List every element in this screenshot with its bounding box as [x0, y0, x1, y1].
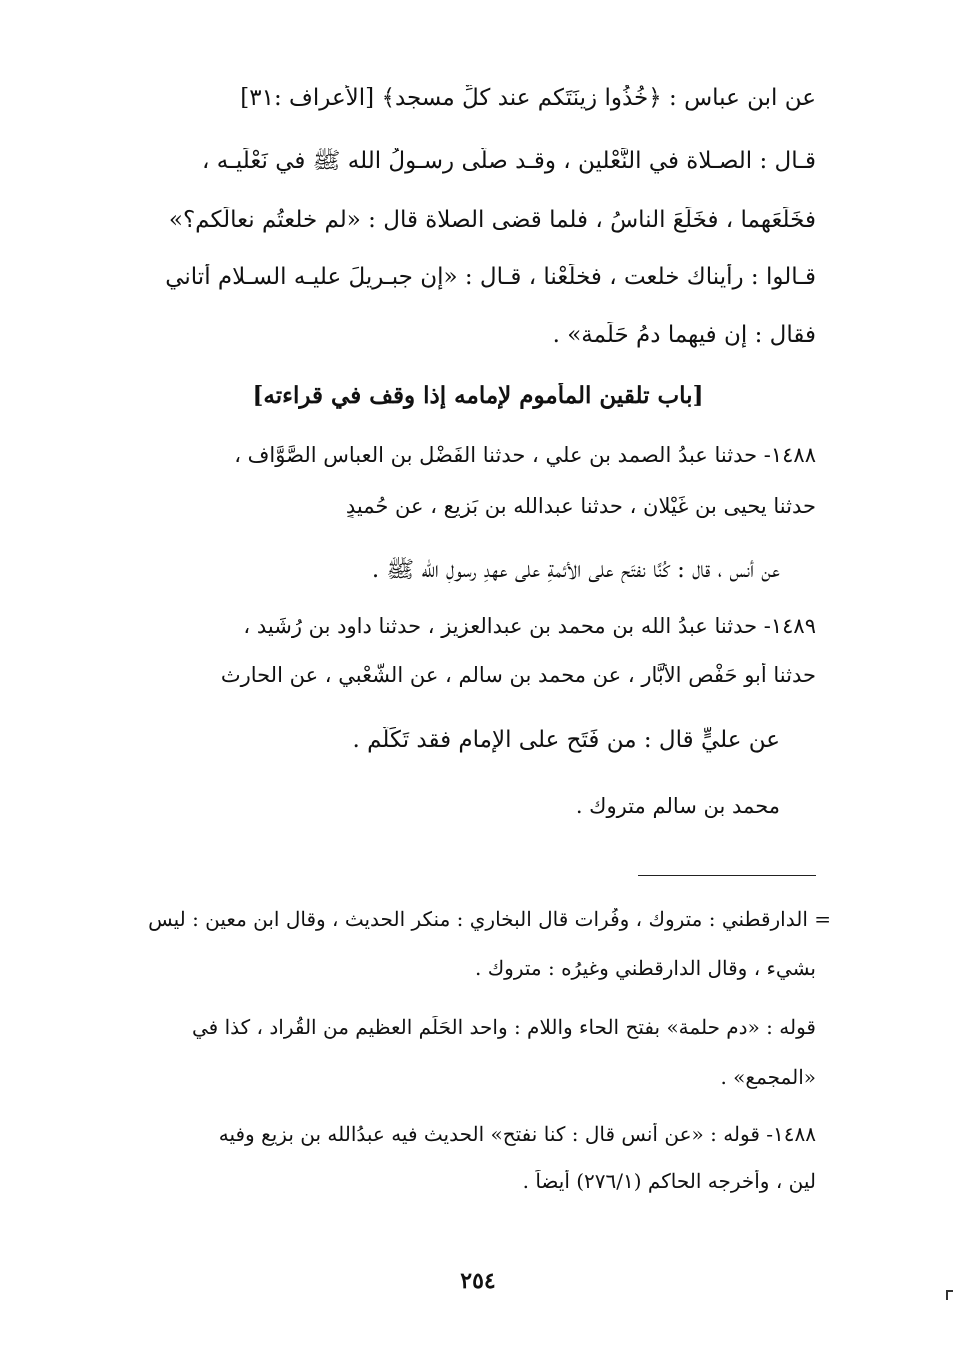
footnote-separator [638, 875, 816, 876]
scan-corner-mark [946, 1290, 953, 1300]
hadith-1489-matn: عن عليٍّ قال : من فَتَح على الإمام فقد تَكَلَّم . [352, 727, 780, 753]
body-line-5: فقال : إن فيهما دمُ حَلَمة» . [552, 322, 816, 348]
footnote-1-line-1: = الدارقطني : متروك ، وفُرات قال البخاري : منكر الحديث ، وقال ابن معين : ليس [148, 908, 831, 931]
body-line-2: قـال : الصـلاة في النَّعْلين ، وقـد صلَّى رسـولُ الله ﷺ في نَعْلَيـه ، [202, 148, 816, 174]
hadith-1489-isnad-line-1: ١٤٨٩- حدثنا عبدُ الله بن محمد بن عبدالعزيز ، حدثنا داود بن رُشَيد ، [243, 614, 816, 638]
body-line-1: عن ابن عباس : ﴿خُذُوا زينَتَكم عند كلِّ مسجد﴾ [الأعراف :٣١] [240, 85, 816, 111]
footnote-2-line-1: قوله : «دم حلمة» بفتح الحاء واللام : واحد الحَلَم العظيم من القُراد ، كذا في [192, 1016, 816, 1039]
footnote-3-line-2: لين ، وأخرجه الحاكم (٢٧٦/١) أيضاً . [522, 1170, 816, 1193]
page-number: ٢٥٤ [460, 1268, 496, 1294]
body-line-4: قـالوا : رأيناك خلعت ، فخلَعْنا ، قـال : «إن جبـريلَ عليـه السـلام أتاني [165, 264, 816, 290]
body-line-3: فخَلَعَهما ، فخَلَعَ الناسُ ، فلما قضى الصلاة قال : «لم خلعتُم نعالَكم؟» [168, 207, 816, 233]
footnote-2-line-2: «المجمع» . [720, 1066, 816, 1089]
footnote-3-line-1: ١٤٨٨- قوله : «عن أنس قال : كنا نفتح» الحديث فيه عبدُالله بن بزيع وفيه [218, 1123, 816, 1146]
hadith-1489-isnad-line-2: حدثنا أبو حَفْص الأبَّار ، عن محمد بن سالم ، عن الشَّعْبي ، عن الحارث [220, 663, 816, 687]
hadith-1489-grading-note: محمد بن سالم متروك . [575, 794, 780, 818]
hadith-1488-isnad-line-2: حدثنا يحيى بن غَيْلان ، حدثنا عبدالله بن بَزيع ، عن حُميدٍ [345, 494, 816, 518]
footnote-1-line-2: بشيء ، وقال الدارقطني وغيرُه : متروك . [474, 957, 816, 980]
hadith-1488-isnad-line-1: ١٤٨٨- حدثنا عبدُ الصمد بن علي ، حدثنا الفَضْل بن العباس الصَّوَّاف ، [234, 443, 816, 467]
chapter-heading: [باب تلقين المأموم لإمامه إذا وقف في قراءته] [252, 383, 704, 409]
hadith-1488-matn: عن أنس ، قال : كُنَّا نفتَح على الأئمةِ على عهدِ رسولِ الله ﷺ . [371, 557, 780, 583]
